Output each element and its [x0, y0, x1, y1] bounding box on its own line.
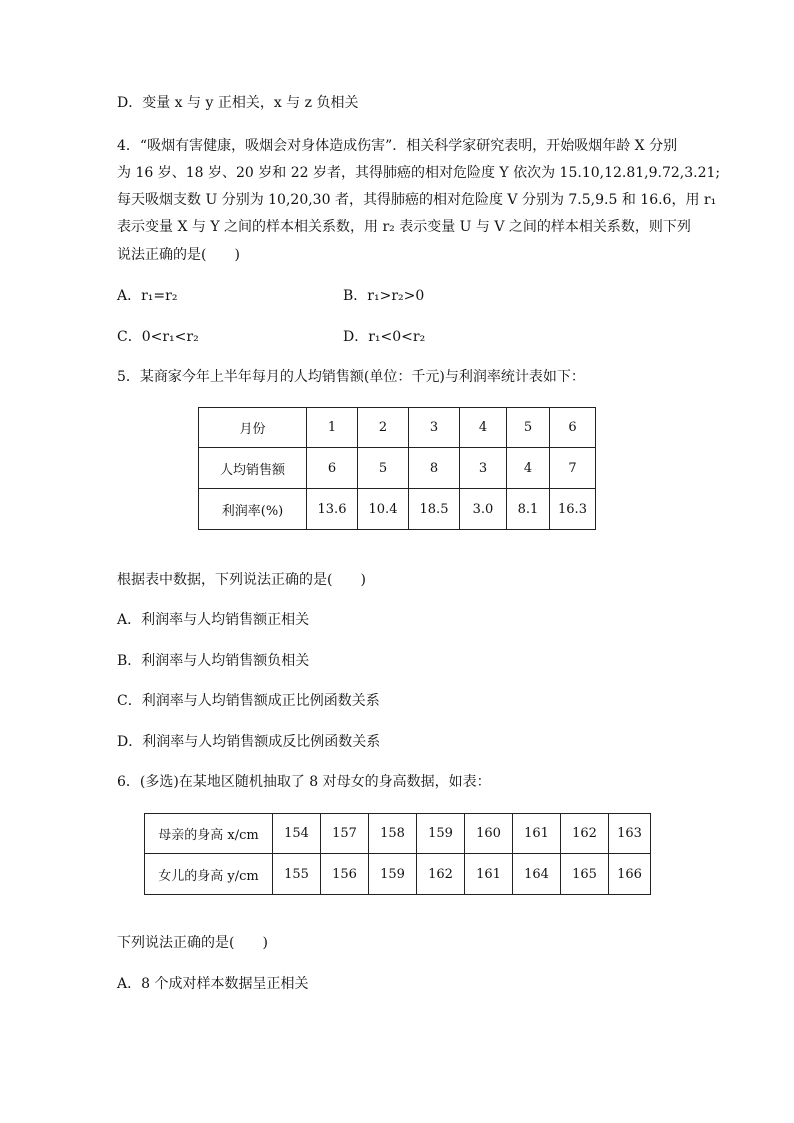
- table-cell: 154: [273, 814, 321, 854]
- table-cell: 5: [358, 448, 409, 489]
- q5-option-d: D．利润率与人均销售额成反比例函数关系: [117, 734, 381, 750]
- table-cell: 160: [465, 814, 513, 854]
- table-cell: 159: [417, 814, 465, 854]
- q6-question: 下列说法正确的是( ): [117, 935, 268, 951]
- table-cell: 1: [307, 408, 358, 448]
- table-cell: 10.4: [358, 489, 409, 530]
- q6-height-table: [144, 813, 651, 895]
- q6-table-row-mother: [145, 814, 651, 854]
- q4-stem-line-4: 表示变量 X 与 Y 之间的样本相关系数，用 r₂ 表示变量 U 与 V 之间的样本相关系数，则下列: [117, 219, 691, 235]
- table-cell: 163: [609, 814, 651, 854]
- q5-sales-table: [198, 407, 596, 530]
- q5-table-row-profit: [199, 489, 596, 530]
- table-cell: 157: [321, 814, 369, 854]
- q4-stem-line-2: 为 16 岁、18 岁、20 岁和 22 岁者，其得肺癌的相对危险度 Y 依次为 15.10,12.81,9.72,3.21;: [117, 165, 721, 181]
- table-cell: 3: [460, 448, 507, 489]
- table-cell: 162: [417, 854, 465, 895]
- table-cell: 161: [513, 814, 561, 854]
- q5-option-b: B．利润率与人均销售额负相关: [117, 653, 310, 669]
- q4-stem-line-5: 说法正确的是( ): [117, 247, 240, 263]
- q5-stem: 5．某商家今年上半年每月的人均销售额(单位：千元)与利润率统计表如下：: [117, 369, 585, 385]
- q5-table-row-month: [199, 408, 596, 448]
- table-cell: 161: [465, 854, 513, 895]
- q6-table-row-daughter: [145, 854, 651, 895]
- q6-stem: 6．(多选)在某地区随机抽取了 8 对母女的身高数据，如表：: [117, 774, 491, 790]
- table-cell: 162: [561, 814, 609, 854]
- q4-option-d: D．r₁<0<r₂: [343, 329, 426, 345]
- q4-option-c: C．0<r₁<r₂: [117, 329, 199, 345]
- q4-option-b: B．r₁>r₂>0: [343, 288, 425, 304]
- table-cell: 13.6: [307, 489, 358, 530]
- table-cell: 156: [321, 854, 369, 895]
- table-cell: 6: [550, 408, 596, 448]
- table-header-cell: 女儿的身高 y/cm: [145, 854, 273, 895]
- table-cell: 2: [358, 408, 409, 448]
- table-cell: 3: [409, 408, 460, 448]
- q5-table-row-sales: [199, 448, 596, 489]
- table-cell: 165: [561, 854, 609, 895]
- table-cell: 158: [369, 814, 417, 854]
- table-cell: 8: [409, 448, 460, 489]
- table-cell: 166: [609, 854, 651, 895]
- table-cell: 159: [369, 854, 417, 895]
- q4-option-a: A．r₁=r₂: [117, 288, 178, 304]
- table-cell: 4: [507, 448, 550, 489]
- table-cell: 7: [550, 448, 596, 489]
- table-cell: 16.3: [550, 489, 596, 530]
- table-cell: 5: [507, 408, 550, 448]
- q5-option-c: C．利润率与人均销售额成正比例函数关系: [117, 693, 380, 709]
- q5-question: 根据表中数据，下列说法正确的是( ): [117, 572, 366, 588]
- q4-stem-line-3: 每天吸烟支数 U 分别为 10,20,30 者，其得肺癌的相对危险度 V 分别为 7.5,9.5 和 16.6，用 r₁: [117, 192, 717, 208]
- table-header-cell: 利润率(%): [199, 489, 307, 530]
- table-header-cell: 月份: [199, 408, 307, 448]
- q6-option-a: A．8 个成对样本数据呈正相关: [117, 976, 309, 992]
- table-cell: 155: [273, 854, 321, 895]
- table-cell: 164: [513, 854, 561, 895]
- table-cell: 6: [307, 448, 358, 489]
- table-header-cell: 人均销售额: [199, 448, 307, 489]
- table-cell: 4: [460, 408, 507, 448]
- q3-option-d: D．变量 x 与 y 正相关，x 与 z 负相关: [117, 95, 359, 111]
- table-header-cell: 母亲的身高 x/cm: [145, 814, 273, 854]
- q5-option-a: A．利润率与人均销售额正相关: [117, 612, 310, 628]
- table-cell: 3.0: [460, 489, 507, 530]
- q4-stem-line-1: 4．“吸烟有害健康，吸烟会对身体造成伤害”．相关科学家研究表明，开始吸烟年龄 X 分别: [117, 138, 678, 154]
- table-cell: 8.1: [507, 489, 550, 530]
- table-cell: 18.5: [409, 489, 460, 530]
